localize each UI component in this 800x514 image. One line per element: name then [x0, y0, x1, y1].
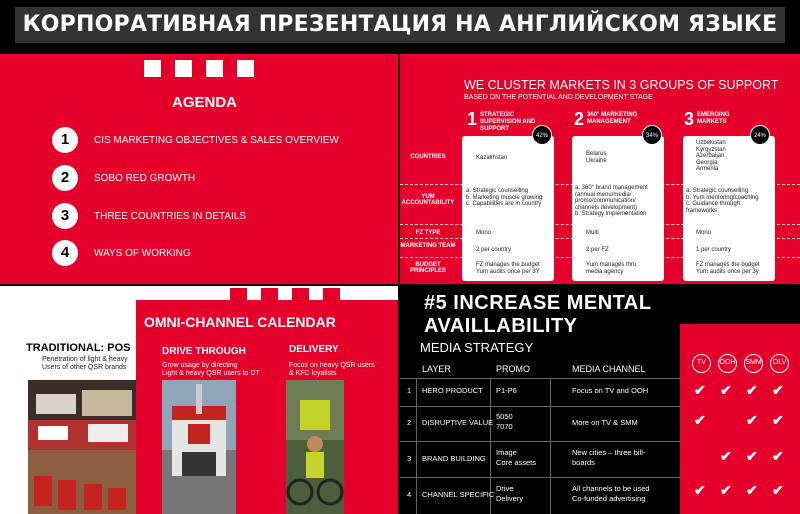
- row-layer: BRAND BUILDING: [422, 454, 486, 463]
- team-cell: 2 per FZ: [586, 247, 609, 253]
- agenda-number: 4: [52, 240, 78, 266]
- row-channel: All channels to be used Co-funded advertising: [572, 484, 650, 503]
- drive-through-title: DRIVE THROUGH: [162, 346, 246, 357]
- row-label-marketing: MARKETING TEAM: [400, 243, 456, 249]
- agenda-item: [52, 165, 195, 191]
- delivery-photo: [286, 380, 344, 514]
- row-channel: New cities – three bill- boards: [572, 448, 646, 467]
- agenda-item: [52, 203, 246, 229]
- header-promo: PROMO: [496, 364, 531, 374]
- agenda-item: [52, 240, 191, 266]
- group-percent-badge: 34%: [642, 125, 662, 145]
- row-promo: P1-P6: [496, 386, 517, 395]
- row-number: 2: [407, 418, 412, 427]
- check-icon: ✔: [694, 482, 706, 498]
- table-divider: [400, 441, 680, 442]
- check-icon: ✔: [772, 482, 784, 498]
- cluster-slide[interactable]: [400, 54, 800, 284]
- group-number: 1: [467, 109, 478, 129]
- agenda-text: CIS MARKETING OBJECTIVES & SALES OVERVIEW: [94, 134, 339, 146]
- yum-cell: a. 360° brand management (annual menu/media/ promo/communication/ channels development) b. Strategy implementation: [575, 185, 648, 217]
- fz-cell: Multi: [586, 230, 599, 236]
- group-header: [467, 110, 542, 133]
- group-label: EMERGING MARKETS: [697, 112, 730, 125]
- check-icon: ✔: [720, 448, 732, 464]
- table-divider: [400, 378, 680, 379]
- yum-cell: a. Strategic counselling b. Yum mentoring/coaching c. Guidance through frameworks: [686, 188, 759, 214]
- cluster-title: WE CLUSTER MARKETS IN 3 GROUPS OF SUPPORT: [464, 78, 779, 92]
- countries-cell: Uzbekistan Kyrgyzstan Azerbaijan Georgia Armenia: [696, 140, 726, 172]
- team-cell: 1 per country: [696, 247, 732, 253]
- row-divider: [400, 224, 800, 225]
- table-divider: [400, 406, 680, 407]
- decor-squares: [144, 60, 254, 77]
- table-divider: [400, 477, 680, 478]
- agenda-number: 1: [52, 127, 78, 153]
- header-media-channel: MEDIA CHANNEL: [572, 364, 646, 374]
- row-channel: More on TV & SMM: [572, 418, 638, 427]
- row-number: 3: [407, 454, 412, 463]
- row-label-yum: YUM ACCOUNTABILITY: [401, 194, 455, 206]
- row-divider: [400, 257, 800, 258]
- delivery-subtitle: Focus on heavy QSR users & KFC loyalists: [289, 362, 375, 377]
- cluster-subtitle: BASED ON THE POTENTIAL AND DEVELOPMENT STAGE: [464, 94, 653, 101]
- row-number: 1: [407, 386, 412, 395]
- check-icon: ✔: [772, 448, 784, 464]
- agenda-text: THREE COUNTRIES IN DETAILS: [94, 210, 247, 222]
- group-percent-badge: 24%: [750, 125, 770, 145]
- group-label: 360° MARKETING MANAGEMENT: [587, 112, 638, 125]
- team-cell: 2 per country: [476, 247, 512, 253]
- row-layer: HERO PRODUCT: [422, 386, 483, 395]
- agenda-number: 2: [52, 165, 78, 191]
- check-icon: ✔: [694, 412, 706, 428]
- table-divider: [550, 378, 551, 514]
- agenda-item: [52, 127, 339, 153]
- agenda-slide[interactable]: [0, 54, 398, 284]
- check-icon: ✔: [746, 382, 758, 398]
- row-label-budget: BUDGET PRINCIPLES: [409, 262, 446, 274]
- drive-through-subtitle: Grow usage by directing Light & heavy QSR users to DT: [162, 362, 260, 377]
- row-promo: Image Core assets: [496, 448, 537, 467]
- drive-through-photo: [162, 380, 236, 514]
- budget-cell: FZ manages the budget Yum audits once per 3Y: [476, 262, 540, 275]
- omni-title: OMNI-CHANNEL CALENDAR: [144, 314, 336, 330]
- row-layer: DISRUPTIVE VALUE: [422, 418, 494, 427]
- row-label-fz: FZ TYPE: [415, 230, 441, 236]
- table-divider: [416, 378, 417, 514]
- row-layer: CHANNEL SPECIFIC: [422, 490, 495, 499]
- check-icon: ✔: [746, 448, 758, 464]
- group-label: STRATEGIC SUPERVISION AND SUPPORT: [480, 112, 536, 132]
- fz-cell: Mono: [476, 230, 492, 236]
- row-promo: Drive Delivery: [496, 484, 524, 503]
- group-percent-badge: 42%: [532, 125, 552, 145]
- restaurant-photo: [28, 380, 136, 514]
- ooh-icon: OOH: [718, 354, 737, 373]
- check-icon: ✔: [720, 382, 732, 398]
- yum-cell: a. Strategic counselling b. Marketing muscle growing c. Capabilities are in country: [466, 188, 543, 207]
- check-icon: ✔: [746, 412, 758, 428]
- row-divider: [400, 238, 800, 239]
- row-promo: 5050 7070: [496, 412, 513, 431]
- media-strategy-title: MEDIA STRATEGY: [420, 340, 534, 355]
- fz-cell: Mono: [696, 230, 712, 236]
- omni-channel-slide[interactable]: [0, 286, 398, 514]
- olv-icon: OLV: [770, 354, 789, 373]
- banner-title: КОРПОРАТИВНАЯ ПРЕЗЕНТАЦИЯ НА АНГЛИЙСКОМ ЯЗЫКЕ: [15, 7, 785, 43]
- row-label-countries: COUNTRIES: [410, 154, 446, 160]
- agenda-number: 3: [52, 203, 78, 229]
- tv-icon: TV: [692, 354, 711, 373]
- smm-icon: SMM: [744, 354, 763, 373]
- mental-title: #5 INCREASE MENTAL AVAILLABILITY: [424, 292, 652, 337]
- budget-cell: Yum manages thru media agency: [586, 262, 637, 275]
- check-icon: ✔: [694, 382, 706, 398]
- traditional-subtitle: Penetration of light & heavy Users of other QSR brands: [42, 356, 128, 371]
- check-icon: ✔: [746, 482, 758, 498]
- budget-cell: FZ manages the budget Yum audits once per 3y: [696, 262, 760, 275]
- check-icon: ✔: [720, 482, 732, 498]
- header-layer: LAYER: [422, 364, 451, 374]
- delivery-title: DELIVERY: [289, 344, 339, 355]
- countries-cell: Belarus Ukraine: [586, 151, 607, 164]
- group-number: 3: [684, 109, 695, 129]
- row-number: 4: [407, 490, 412, 499]
- check-icon: ✔: [772, 382, 784, 398]
- decor-squares: [230, 288, 340, 305]
- group-header: [684, 110, 737, 128]
- mental-availability-slide[interactable]: [400, 286, 800, 514]
- group-header: [574, 110, 645, 128]
- row-channel: Focus on TV and OOH: [572, 386, 649, 395]
- group-number: 2: [574, 109, 585, 129]
- agenda-text: WAYS OF WORKING: [94, 247, 191, 259]
- traditional-title: TRADITIONAL: POS: [26, 342, 131, 354]
- check-icon: ✔: [772, 412, 784, 428]
- agenda-text: SOBO RED GROWTH: [94, 172, 196, 184]
- countries-cell: Kazakhstan: [476, 155, 508, 161]
- agenda-title: AGENDA: [172, 94, 238, 111]
- title-banner: [0, 0, 800, 54]
